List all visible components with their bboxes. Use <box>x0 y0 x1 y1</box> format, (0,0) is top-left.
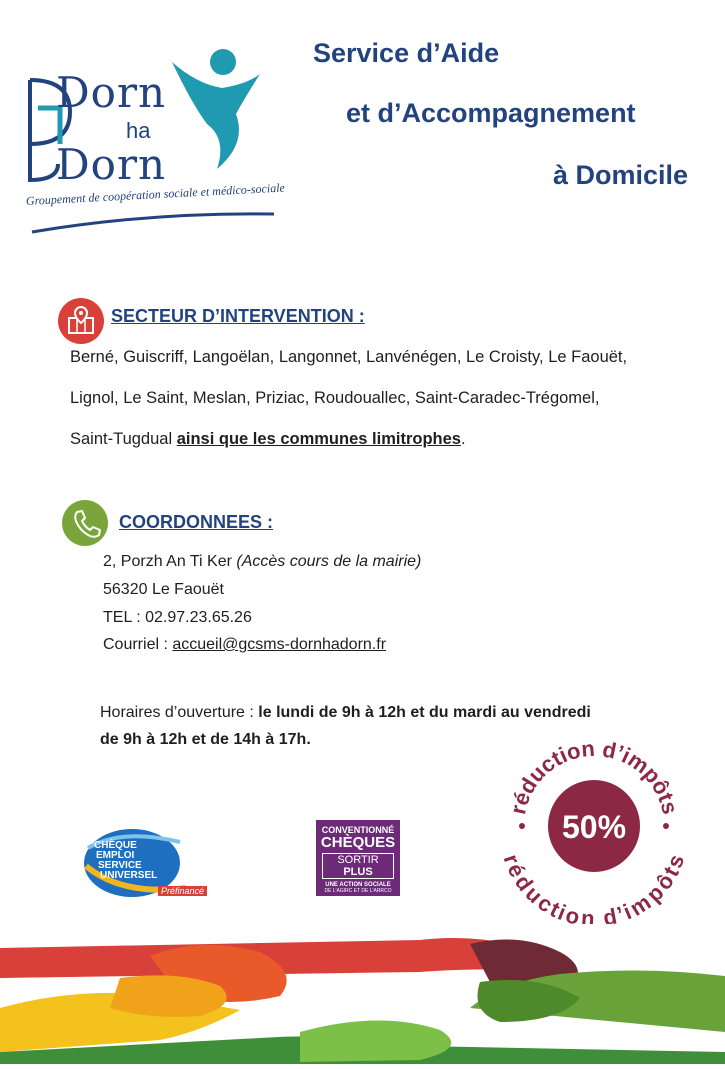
phone-number: TEL : 02.97.23.65.26 <box>103 609 252 626</box>
title-line-1: Service d’Aide <box>313 38 500 68</box>
hours-line-1 <box>100 704 591 722</box>
csp-line-1: CONVENTIONNÉ <box>321 825 395 835</box>
csp-line-2: CHÈQUES <box>320 834 396 851</box>
address-city: 56320 Le Faouët <box>103 581 224 598</box>
email-label: Courriel : <box>103 636 173 653</box>
csp-line-5: DE L'AGIRC ET DE L'ARRCO <box>324 888 392 894</box>
secteur-line-3-bold: ainsi que les communes limitrophes <box>176 430 461 448</box>
email-line <box>103 636 386 654</box>
tax-ring-bottom: réduction d’impôts <box>498 851 690 924</box>
tax-reduction-badge <box>496 728 692 924</box>
logo-word-dorn-1: Dorn <box>56 68 167 117</box>
hours-line-2-bold: de 9h à 12h et de 14h à 17h. <box>100 731 311 748</box>
tax-ring-top: réduction d’impôts <box>505 735 683 817</box>
logo <box>22 44 286 240</box>
coordonnees-heading: COORDONNEES : <box>119 512 274 532</box>
secteur-line-3-start: Saint-Tugdual <box>70 430 177 448</box>
cesu-line-2: EMPLOI <box>96 850 135 861</box>
logo-tagline: Groupement de coopération sociale et médico-sociale <box>25 180 286 208</box>
address-note: (Accès cours de la mairie) <box>236 553 422 570</box>
hours-line-2 <box>100 731 311 749</box>
phone-icon <box>62 500 108 546</box>
logo-word-ha: ha <box>126 118 151 143</box>
title-line-2: et d’Accompagnement <box>346 98 636 128</box>
title-line-3: à Domicile <box>553 160 689 190</box>
cesu-line-4: UNIVERSEL <box>100 870 158 881</box>
hands-illustration <box>0 912 725 1064</box>
map-pin-icon <box>58 298 104 344</box>
email-link[interactable]: accueil@gcsms-dornhadorn.fr <box>172 636 387 653</box>
csp-line-4: UNE ACTION SOCIALE <box>325 882 391 888</box>
secteur-line-2: Lignol, Le Saint, Meslan, Priziac, Roudouallec, Saint-Caradec-Trégomel, <box>70 389 600 407</box>
cesu-logo <box>82 826 205 900</box>
secteur-heading: SECTEUR D’INTERVENTION : <box>111 306 365 326</box>
cheques-sortir-plus-logo <box>316 820 400 896</box>
csp-line-3 <box>322 853 394 879</box>
address-street-text: 2, Porzh An Ti Ker <box>103 553 237 570</box>
address-street <box>103 553 421 571</box>
cesu-tag: Préfinancé <box>158 886 207 896</box>
cesu-line-1: CHÈQUE <box>94 840 137 851</box>
csp-sortir: SORTIR <box>337 854 379 866</box>
secteur-line-3-end: . <box>460 430 466 448</box>
cesu-line-3: SERVICE <box>98 860 142 871</box>
csp-plus: PLUS <box>343 866 373 878</box>
hours-label: Horaires d’ouverture : <box>100 704 259 721</box>
secteur-line-3 <box>70 431 466 448</box>
secteur-line-1: Berné, Guiscriff, Langoëlan, Langonnet, Lanvénégen, Le Croisty, Le Faouët, <box>70 348 628 366</box>
hours-line-1-bold: le lundi de 9h à 12h et du mardi au vendredi <box>258 704 591 721</box>
logo-word-dorn-2: Dorn <box>56 140 167 189</box>
tax-percent: 50% <box>561 809 627 845</box>
